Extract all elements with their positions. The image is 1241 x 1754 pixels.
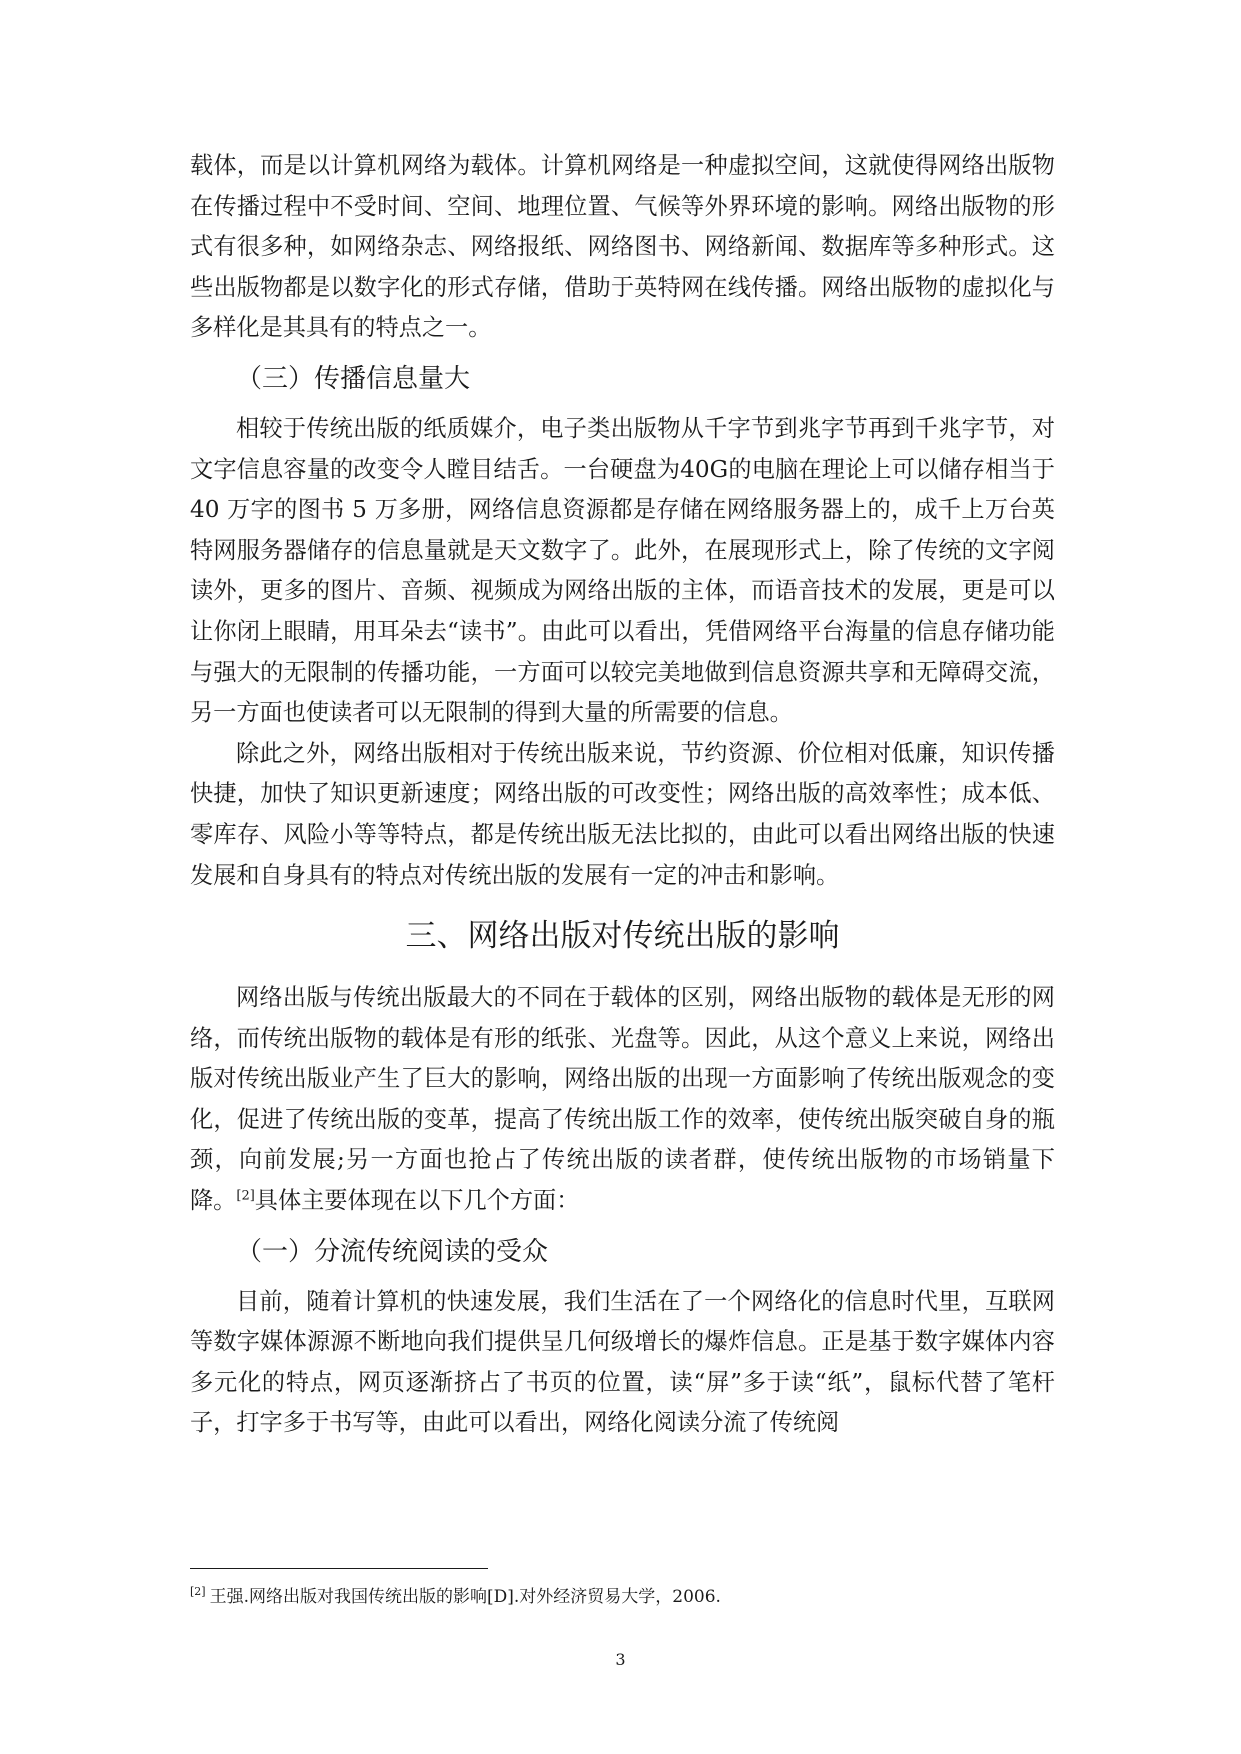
paragraph-info-capacity: 相较于传统出版的纸质媒介，电子类出版物从千字节到兆字节再到千兆字节，对文字信息容量的改变令人瞠目结舌。一台硬盘为40G的电脑在理论上可以储存相当于 40 万字的图书 5 万多册，网络信息资源都是存储在网络服务器上的，成千上万台英特网服务器储存的信息量就是天文数字了。此外，在展现形式上，除了传统的文字阅读外，更多的图片、音频、视频成为网络出版的主体，而语音技术的发展，更是可以让你闭上眼睛，用耳朵去“读书”。由此可以看出，凭借网络平台海量的信息存储功能与强大的无限制的传播功能，一方面可以较完美地做到信息资源共享和无障碍交流，另一方面也使读者可以无限制的得到大量的所需要的信息。	[190, 414, 1055, 727]
paragraph-impact-text: 网络出版与传统出版最大的不同在于载体的区别，网络出版物的载体是无形的网络，而传统出版物的载体是有形的纸张、光盘等。因此，从这个意义上来说，网络出版对传统出版业产生了巨大的影响，网络出版的出现一方面影响了传统出版观念的变化，促进了传统出版的变革，提高了传统出版工作的效率，使传统出版突破自身的瓶颈，向前发展;另一方面也抢占了传统出版的读者群，使传统出版物的市场销量下降。	[190, 984, 1055, 1215]
subheading-divert-readers: （一）分流传统阅读的受众	[236, 1236, 549, 1267]
paragraph-other-advantages: 除此之外，网络出版相对于传统出版来说，节约资源、价位相对低廉，知识传播快捷，加快了知识更新速度；网络出版的可改变性；网络出版的高效率性；成本低、零库存、风险小等等特点，都是传统出版无法比拟的，由此可以看出网络出版的快速发展和自身具有的特点对传统出版的发展有一定的冲击和影响。	[190, 739, 1055, 889]
paragraph-impact-intro	[190, 978, 1055, 1222]
page-number: 3	[615, 1650, 626, 1669]
body-text	[190, 146, 1055, 1444]
footnote-reference[interactable]: [2]	[236, 1188, 255, 1204]
paragraph-continuation: 载体，而是以计算机网络为载体。计算机网络是一种虚拟空间，这就使得网络出版物在传播过程中不受时间、空间、地理位置、气候等外界环境的影响。网络出版物的形式有很多种，如网络杂志、网络报纸、网络图书、网络新闻、数据库等多种形式。这些出版物都是以数字化的形式存储，借助于英特网在线传播。网络出版物的虚拟化与多样化是其具有的特点之一。	[190, 152, 1055, 342]
paragraph-impact-tail: 具体主要体现在以下几个方面：	[254, 1187, 580, 1215]
footnote	[190, 1585, 1050, 1609]
footnote-text: 王强.网络出版对我国传统出版的影响[D].对外经济贸易大学，2006.	[209, 1587, 721, 1607]
footnote-divider	[190, 1568, 488, 1569]
footnote-mark: [2]	[190, 1585, 206, 1599]
paragraph-digital-reading: 目前，随着计算机的快速发展，我们生活在了一个网络化的信息时代里，互联网等数字媒体源源不断地向我们提供呈几何级增长的爆炸信息。正是基于数字媒体内容多元化的特点，网页逐渐挤占了书页的位置，读“屏”多于读“纸”，鼠标代替了笔杆子，打字多于书写等，由此可以看出，网络化阅读分流了传统阅	[190, 1287, 1055, 1437]
subheading-spread-capacity: （三）传播信息量大	[236, 363, 471, 394]
section-heading-impact: 三、网络出版对传统出版的影响	[405, 918, 840, 955]
